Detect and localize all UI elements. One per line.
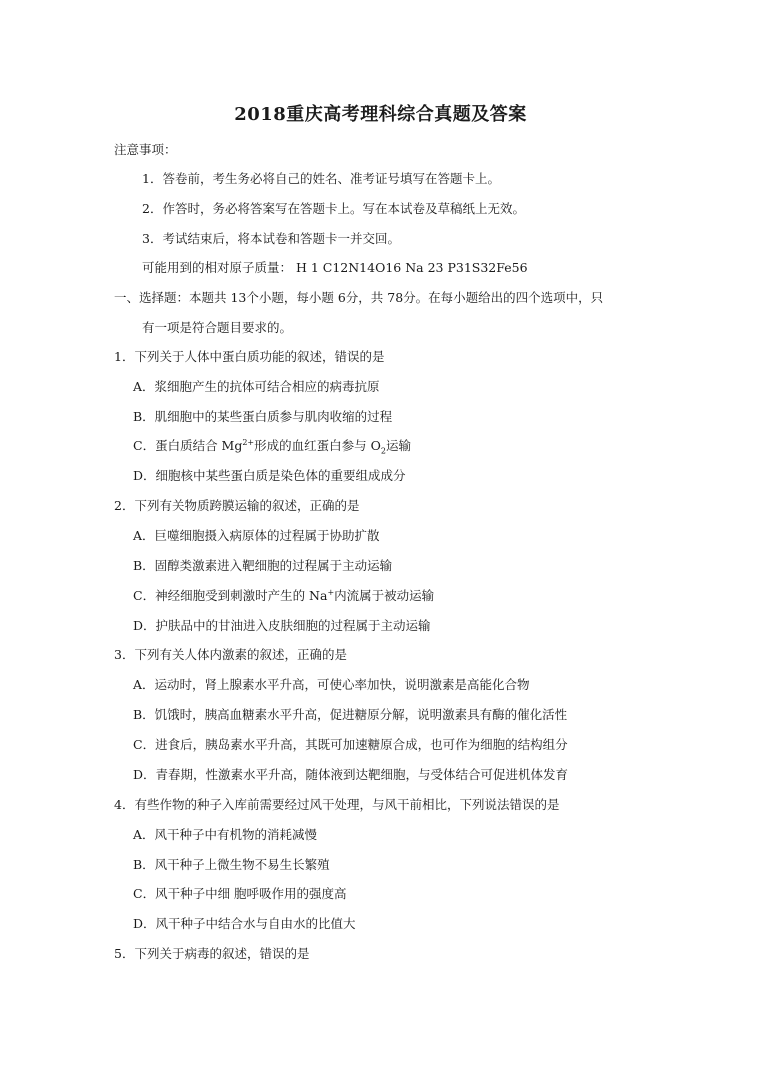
question-4-stem: 4．有些作物的种子入库前需要经过风干处理，与风干前相比，下列说法错误的是: [114, 797, 560, 812]
question-1-option-d: D．细胞核中某些蛋白质是染色体的重要组成成分: [133, 468, 406, 483]
q1c-subscript: 2: [380, 446, 386, 456]
atomic-mass-line: 可能用到的相对原子质量： H 1 C12N14O16 Na 23 P31S32Fe56: [142, 260, 528, 275]
question-4-option-c: C．风干种子中细 胞呼吸作用的强度高: [133, 886, 347, 901]
q2c-superscript: +: [327, 587, 335, 597]
question-2-option-a: A．巨噬细胞摄入病原体的过程属于协助扩散: [133, 528, 380, 543]
question-3-option-b: B．饥饿时，胰高血糖素水平升高，促进糖原分解，说明激素具有酶的催化活性: [133, 707, 568, 722]
question-5-stem: 5．下列关于病毒的叙述，错误的是: [114, 946, 310, 961]
section-heading-line-2: 有一项是符合题目要求的。: [142, 320, 293, 335]
q1c-text-3: 运输: [385, 438, 411, 453]
question-4-option-b: B．风干种子上微生物不易生长繁殖: [133, 857, 330, 872]
notice-heading: 注意事项：: [114, 142, 177, 157]
q1c-superscript: 2+: [242, 437, 255, 447]
question-2-option-c: [133, 588, 434, 604]
notice-item-1: 1．答卷前，考生务必将自己的姓名、准考证号填写在答题卡上。: [142, 171, 500, 186]
document-title: 2018重庆高考理科综合真题及答案: [234, 104, 527, 125]
q2c-text-2: 内流属于被动运输: [334, 588, 435, 603]
question-4-option-a: A．风干种子中有机物的消耗减慢: [133, 827, 318, 842]
question-4-option-d: D．风干种子中结合水与自由水的比值大: [133, 916, 356, 931]
question-2-stem: 2．下列有关物质跨膜运输的叙述，正确的是: [114, 498, 360, 513]
q1c-text-1: C．蛋白质结合 Mg: [133, 438, 243, 453]
notice-item-3: 3．考试结束后，将本试卷和答题卡一并交回。: [142, 231, 400, 246]
q1c-text-2: 形成的血红蛋白参与 O: [254, 438, 381, 453]
notice-item-2: 2．作答时，务必将答案写在答题卡上。写在本试卷及草稿纸上无效。: [142, 201, 525, 216]
question-1-option-c: [133, 438, 411, 454]
question-3-option-d: D．青春期，性激素水平升高，随体液到达靶细胞，与受体结合可促进机体发育: [133, 767, 569, 782]
question-3-option-c: C．进食后，胰岛素水平升高，其既可加速糖原合成，也可作为细胞的结构组分: [133, 737, 568, 752]
q2c-text-1: C．神经细胞受到刺激时产生的 Na: [133, 588, 328, 603]
question-2-option-b: B．固醇类激素进入靶细胞的过程属于主动运输: [133, 558, 393, 573]
question-1-option-b: B．肌细胞中的某些蛋白质参与肌肉收缩的过程: [133, 409, 393, 424]
question-1-option-a: A．浆细胞产生的抗体可结合相应的病毒抗原: [133, 379, 380, 394]
question-3-stem: 3．下列有关人体内激素的叙述，正确的是: [114, 647, 347, 662]
question-2-option-d: D．护肤品中的甘油进入皮肤细胞的过程属于主动运输: [133, 618, 431, 633]
section-heading-line-1: 一、选择题：本题共 13个小题，每小题 6分，共 78分。在每小题给出的四个选项中，只: [114, 290, 604, 305]
question-1-stem: 1．下列关于人体中蛋白质功能的叙述，错误的是: [114, 349, 385, 364]
question-3-option-a: A．运动时，肾上腺素水平升高，可使心率加快，说明激素是高能化合物: [133, 677, 530, 692]
